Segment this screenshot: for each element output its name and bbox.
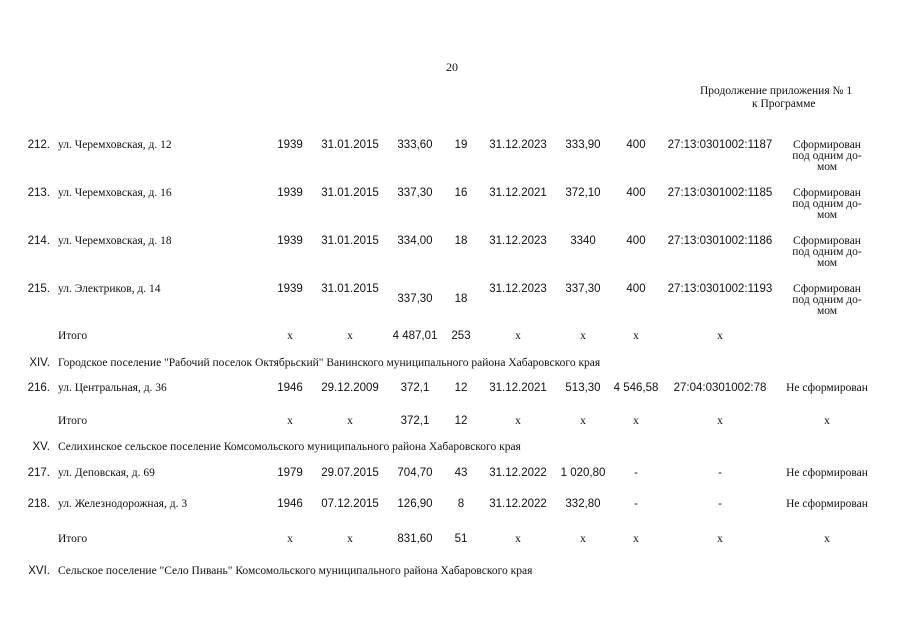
row-year: 1939 (277, 187, 303, 199)
total-residents: 51 (454, 533, 468, 545)
total-year: х (287, 415, 293, 427)
total-label: Итого (58, 330, 88, 342)
total-cadastral: х (717, 533, 723, 545)
row-number: 214. (27, 235, 50, 247)
row-area2: 372,10 (565, 187, 601, 199)
row-date: 31.01.2015 (321, 283, 379, 295)
row-residents: 19 (454, 139, 468, 151)
row-cost: 400 (626, 187, 646, 199)
row-address: ул. Центральная, д. 36 (58, 382, 167, 394)
row-residents: 8 (457, 498, 465, 510)
row-deadline: 31.12.2023 (489, 235, 547, 247)
page-number: 20 (446, 60, 458, 74)
row-year: 1939 (277, 283, 303, 295)
total-date: х (347, 533, 353, 545)
row-deadline: 31.12.2023 (489, 283, 547, 295)
row-cost: 4 546,58 (613, 382, 659, 394)
row-deadline: 31.12.2022 (489, 467, 547, 479)
row-residents: 18 (454, 235, 468, 247)
total-area2: х (580, 330, 586, 342)
row-cost: 400 (626, 139, 646, 151)
total-label: Итого (58, 415, 88, 427)
row-residents: 18 (454, 293, 468, 305)
total-year: х (287, 330, 293, 342)
row-address: ул. Электриков, д. 14 (58, 283, 161, 295)
row-area: 704,70 (397, 467, 433, 479)
row-date: 31.01.2015 (321, 235, 379, 247)
appendix-header-line1: Продолжение приложения № 1 (700, 85, 853, 97)
row-area2: 333,90 (565, 139, 601, 151)
row-cost: - (634, 498, 638, 510)
row-date: 29.07.2015 (321, 467, 379, 479)
row-cost: 400 (626, 283, 646, 295)
total-cadastral: х (717, 330, 723, 342)
row-date: 29.12.2009 (321, 382, 379, 394)
row-deadline: 31.12.2023 (489, 139, 547, 151)
section-title: Городское поселение "Рабочий поселок Октябрьский" Ванинского муниципального района Хабаровского края (58, 357, 601, 369)
row-date: 31.01.2015 (321, 139, 379, 151)
total-residents: 253 (451, 330, 471, 342)
total-year: х (287, 533, 293, 545)
row-cadastral: 27:04:0301002:78 (673, 382, 767, 394)
total-area: 372,1 (400, 415, 430, 427)
total-date: х (347, 415, 353, 427)
total-status: х (824, 415, 830, 427)
row-area2: 3340 (570, 235, 596, 247)
row-area: 333,60 (397, 139, 433, 151)
row-status: Не сформирован (786, 382, 868, 394)
row-year: 1939 (277, 139, 303, 151)
total-area2: х (580, 415, 586, 427)
appendix-header-line2: к Программе (752, 98, 816, 110)
total-status: х (824, 533, 830, 545)
section-title: Селихинское сельское поселение Комсомольского муниципального района Хабаровского края (58, 441, 521, 453)
row-address: ул. Черемховская, д. 18 (58, 235, 172, 247)
row-cost: - (634, 467, 638, 479)
row-cadastral: 27:13:0301002:1193 (667, 283, 773, 295)
row-area: 372,1 (400, 382, 430, 394)
row-number: 216. (27, 382, 50, 394)
total-deadline: х (515, 415, 521, 427)
row-residents: 43 (454, 467, 468, 479)
total-residents: 12 (454, 415, 468, 427)
row-area: 334,00 (397, 235, 433, 247)
row-date: 07.12.2015 (321, 498, 379, 510)
row-area2: 337,30 (565, 283, 601, 295)
total-area: 831,60 (397, 533, 433, 545)
row-cadastral: - (718, 467, 722, 479)
row-area: 337,30 (397, 187, 433, 199)
row-number: 213. (27, 187, 50, 199)
total-deadline: х (515, 330, 521, 342)
row-status: Не сформирован (786, 498, 868, 510)
section-number: XV. (32, 441, 50, 453)
row-area: 337,30 (397, 293, 433, 305)
row-year: 1939 (277, 235, 303, 247)
row-status: Сформирован под одним до- мом (792, 235, 862, 269)
row-deadline: 31.12.2021 (489, 187, 547, 199)
row-deadline: 31.12.2021 (489, 382, 547, 394)
row-cost: 400 (626, 235, 646, 247)
total-cadastral: х (717, 415, 723, 427)
row-residents: 16 (454, 187, 468, 199)
row-status: Не сформирован (786, 467, 868, 479)
row-address: ул. Деповская, д. 69 (58, 467, 155, 479)
row-cadastral: 27:13:0301002:1185 (667, 187, 773, 199)
row-number: 218. (27, 498, 50, 510)
row-year: 1946 (277, 382, 303, 394)
row-area2: 1 020,80 (560, 467, 606, 479)
total-date: х (347, 330, 353, 342)
total-deadline: х (515, 533, 521, 545)
total-cost: х (633, 533, 639, 545)
row-year: 1946 (277, 498, 303, 510)
total-cost: х (633, 330, 639, 342)
row-area: 126,90 (397, 498, 433, 510)
row-cadastral: 27:13:0301002:1186 (667, 235, 773, 247)
total-cost: х (633, 415, 639, 427)
section-number: XVI. (28, 565, 50, 577)
total-area2: х (580, 533, 586, 545)
total-area: 4 487,01 (392, 330, 438, 342)
section-number: XIV. (29, 357, 50, 369)
row-status: Сформирован под одним до- мом (792, 283, 862, 317)
row-address: ул. Черемховская, д. 16 (58, 187, 172, 199)
row-area2: 513,30 (565, 382, 601, 394)
row-residents: 12 (454, 382, 468, 394)
row-address: ул. Железнодорожная, д. 3 (58, 498, 188, 510)
row-cadastral: 27:13:0301002:1187 (667, 139, 773, 151)
row-deadline: 31.12.2022 (489, 498, 547, 510)
row-address: ул. Черемховская, д. 12 (58, 139, 172, 151)
row-number: 212. (27, 139, 50, 151)
row-status: Сформирован под одним до- мом (792, 139, 862, 173)
section-title: Сельское поселение "Село Пивань" Комсомольского муниципального района Хабаровского края (58, 565, 533, 577)
row-number: 215. (27, 283, 50, 295)
row-year: 1979 (277, 467, 303, 479)
total-label: Итого (58, 533, 88, 545)
row-cadastral: - (718, 498, 722, 510)
row-status: Сформирован под одним до- мом (792, 187, 862, 221)
row-area2: 332,80 (565, 498, 601, 510)
row-date: 31.01.2015 (321, 187, 379, 199)
row-number: 217. (27, 467, 50, 479)
